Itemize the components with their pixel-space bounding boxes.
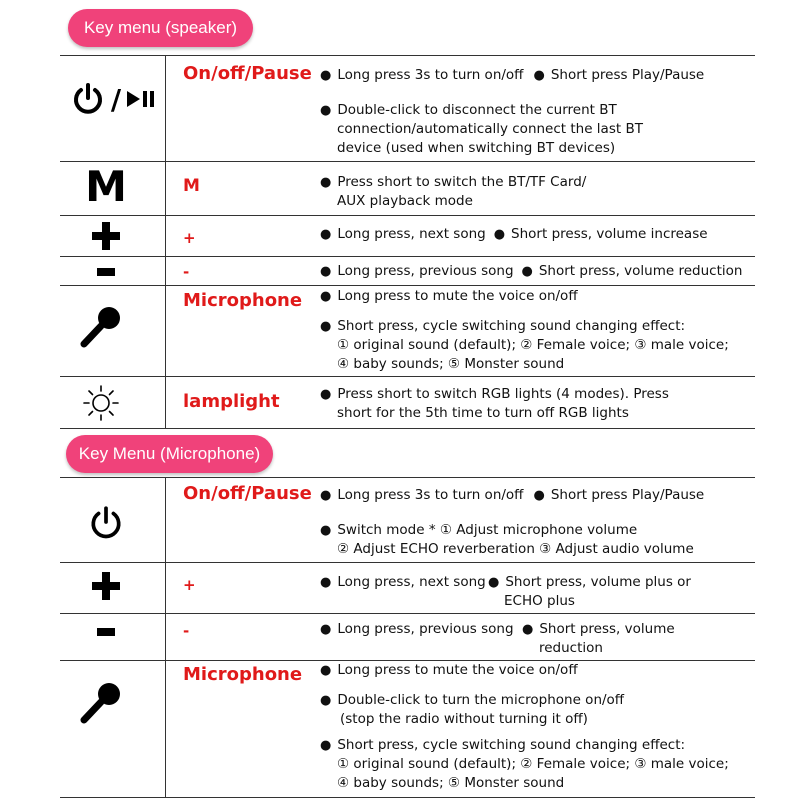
- lamplight-bullet: ● Press short to switch RGB lights (4 modes). Press short for the 5th time to turn off RGB lights: [320, 386, 669, 421]
- divider: [60, 428, 755, 429]
- divider: [60, 376, 755, 377]
- minus-icon: [86, 622, 126, 642]
- divider: [60, 797, 755, 798]
- microphone-label: Microphone: [183, 290, 303, 311]
- minus-label: -: [183, 263, 190, 281]
- mic-minus-label: -: [183, 622, 190, 640]
- sun-light-icon: [80, 382, 122, 424]
- mic-minus-bullet-2: ● Short press, volume reduction: [522, 621, 675, 656]
- divider: [60, 285, 755, 286]
- mic-minus-bullet-1: ● Long press, previous song: [320, 621, 514, 637]
- mic-microphone-bullet-2: ● Double-click to turn the microphone on/off (stop the radio without turning it off): [320, 692, 625, 727]
- plus-bullet-row: ● Long press, next song ● Short press, volume increase: [320, 226, 708, 242]
- power-bullet-3: ● Double-click to disconnect the current BT connection/automatically connect the last BT device (used when switching BT devices): [320, 102, 643, 156]
- plus-label: +: [183, 229, 196, 247]
- plus-icon: [86, 218, 126, 254]
- mic-microphone-bullet-1: ● Long press to mute the voice on/off: [320, 662, 578, 678]
- power-icon: [86, 502, 126, 544]
- minus-bullet-row: ● Long press, previous song ● Short press, volume reduction: [320, 263, 743, 279]
- mode-label: M: [183, 176, 200, 196]
- mic-plus-bullet-2: ● Short press, volume plus or ECHO plus: [488, 574, 691, 609]
- minus-icon: [86, 262, 126, 282]
- slash-separator: /: [110, 82, 122, 116]
- power-bullet-row: ● Long press 3s to turn on/off ● Short press Play/Pause: [320, 67, 705, 83]
- microphone-bullet-1: ● Long press to mute the voice on/off: [320, 288, 578, 304]
- speaker-section-title: Key menu (speaker): [68, 9, 253, 47]
- power-icon: [71, 82, 105, 116]
- microphone-icon: [76, 678, 126, 728]
- play-pause-icon: [127, 90, 157, 108]
- mic-power-label: On/off/Pause: [183, 483, 312, 504]
- mic-power-bullet-row: ● Long press 3s to turn on/off ● Short press Play/Pause: [320, 487, 705, 503]
- mode-bullet: ● Press short to switch the BT/TF Card/ AUX playback mode: [320, 174, 587, 209]
- plus-icon: [86, 568, 126, 604]
- divider: [60, 613, 755, 614]
- divider: [60, 256, 755, 257]
- microphone-bullet-2: ● Short press, cycle switching sound changing effect: ① original sound (default); ② Female voice; ③ male voice; ④ baby sounds; ⑤ Monster sound: [320, 318, 729, 372]
- power-play-pause-icon-group: [66, 78, 162, 120]
- microphone-icon: [76, 302, 126, 352]
- divider: [60, 215, 755, 216]
- mic-plus-bullet-1: ● Long press, next song: [320, 574, 486, 590]
- mic-microphone-bullet-3: ● Short press, cycle switching sound changing effect: ① original sound (default); ② Female voice; ③ male voice; ④ baby sounds; ⑤ Monster sound: [320, 737, 729, 791]
- column-divider: [165, 55, 166, 428]
- divider: [60, 562, 755, 563]
- mode-icon: M: [85, 162, 127, 211]
- mic-microphone-label: Microphone: [183, 664, 303, 685]
- column-divider: [165, 477, 166, 797]
- power-label: On/off/Pause: [183, 63, 312, 84]
- divider: [60, 161, 755, 162]
- lamplight-label: lamplight: [183, 391, 280, 412]
- microphone-section-title: Key Menu (Microphone): [66, 435, 273, 473]
- mic-power-bullet-3: ● Switch mode * ① Adjust microphone volume ② Adjust ECHO reverberation ③ Adjust audio volume: [320, 522, 694, 557]
- mic-plus-label: +: [183, 576, 196, 594]
